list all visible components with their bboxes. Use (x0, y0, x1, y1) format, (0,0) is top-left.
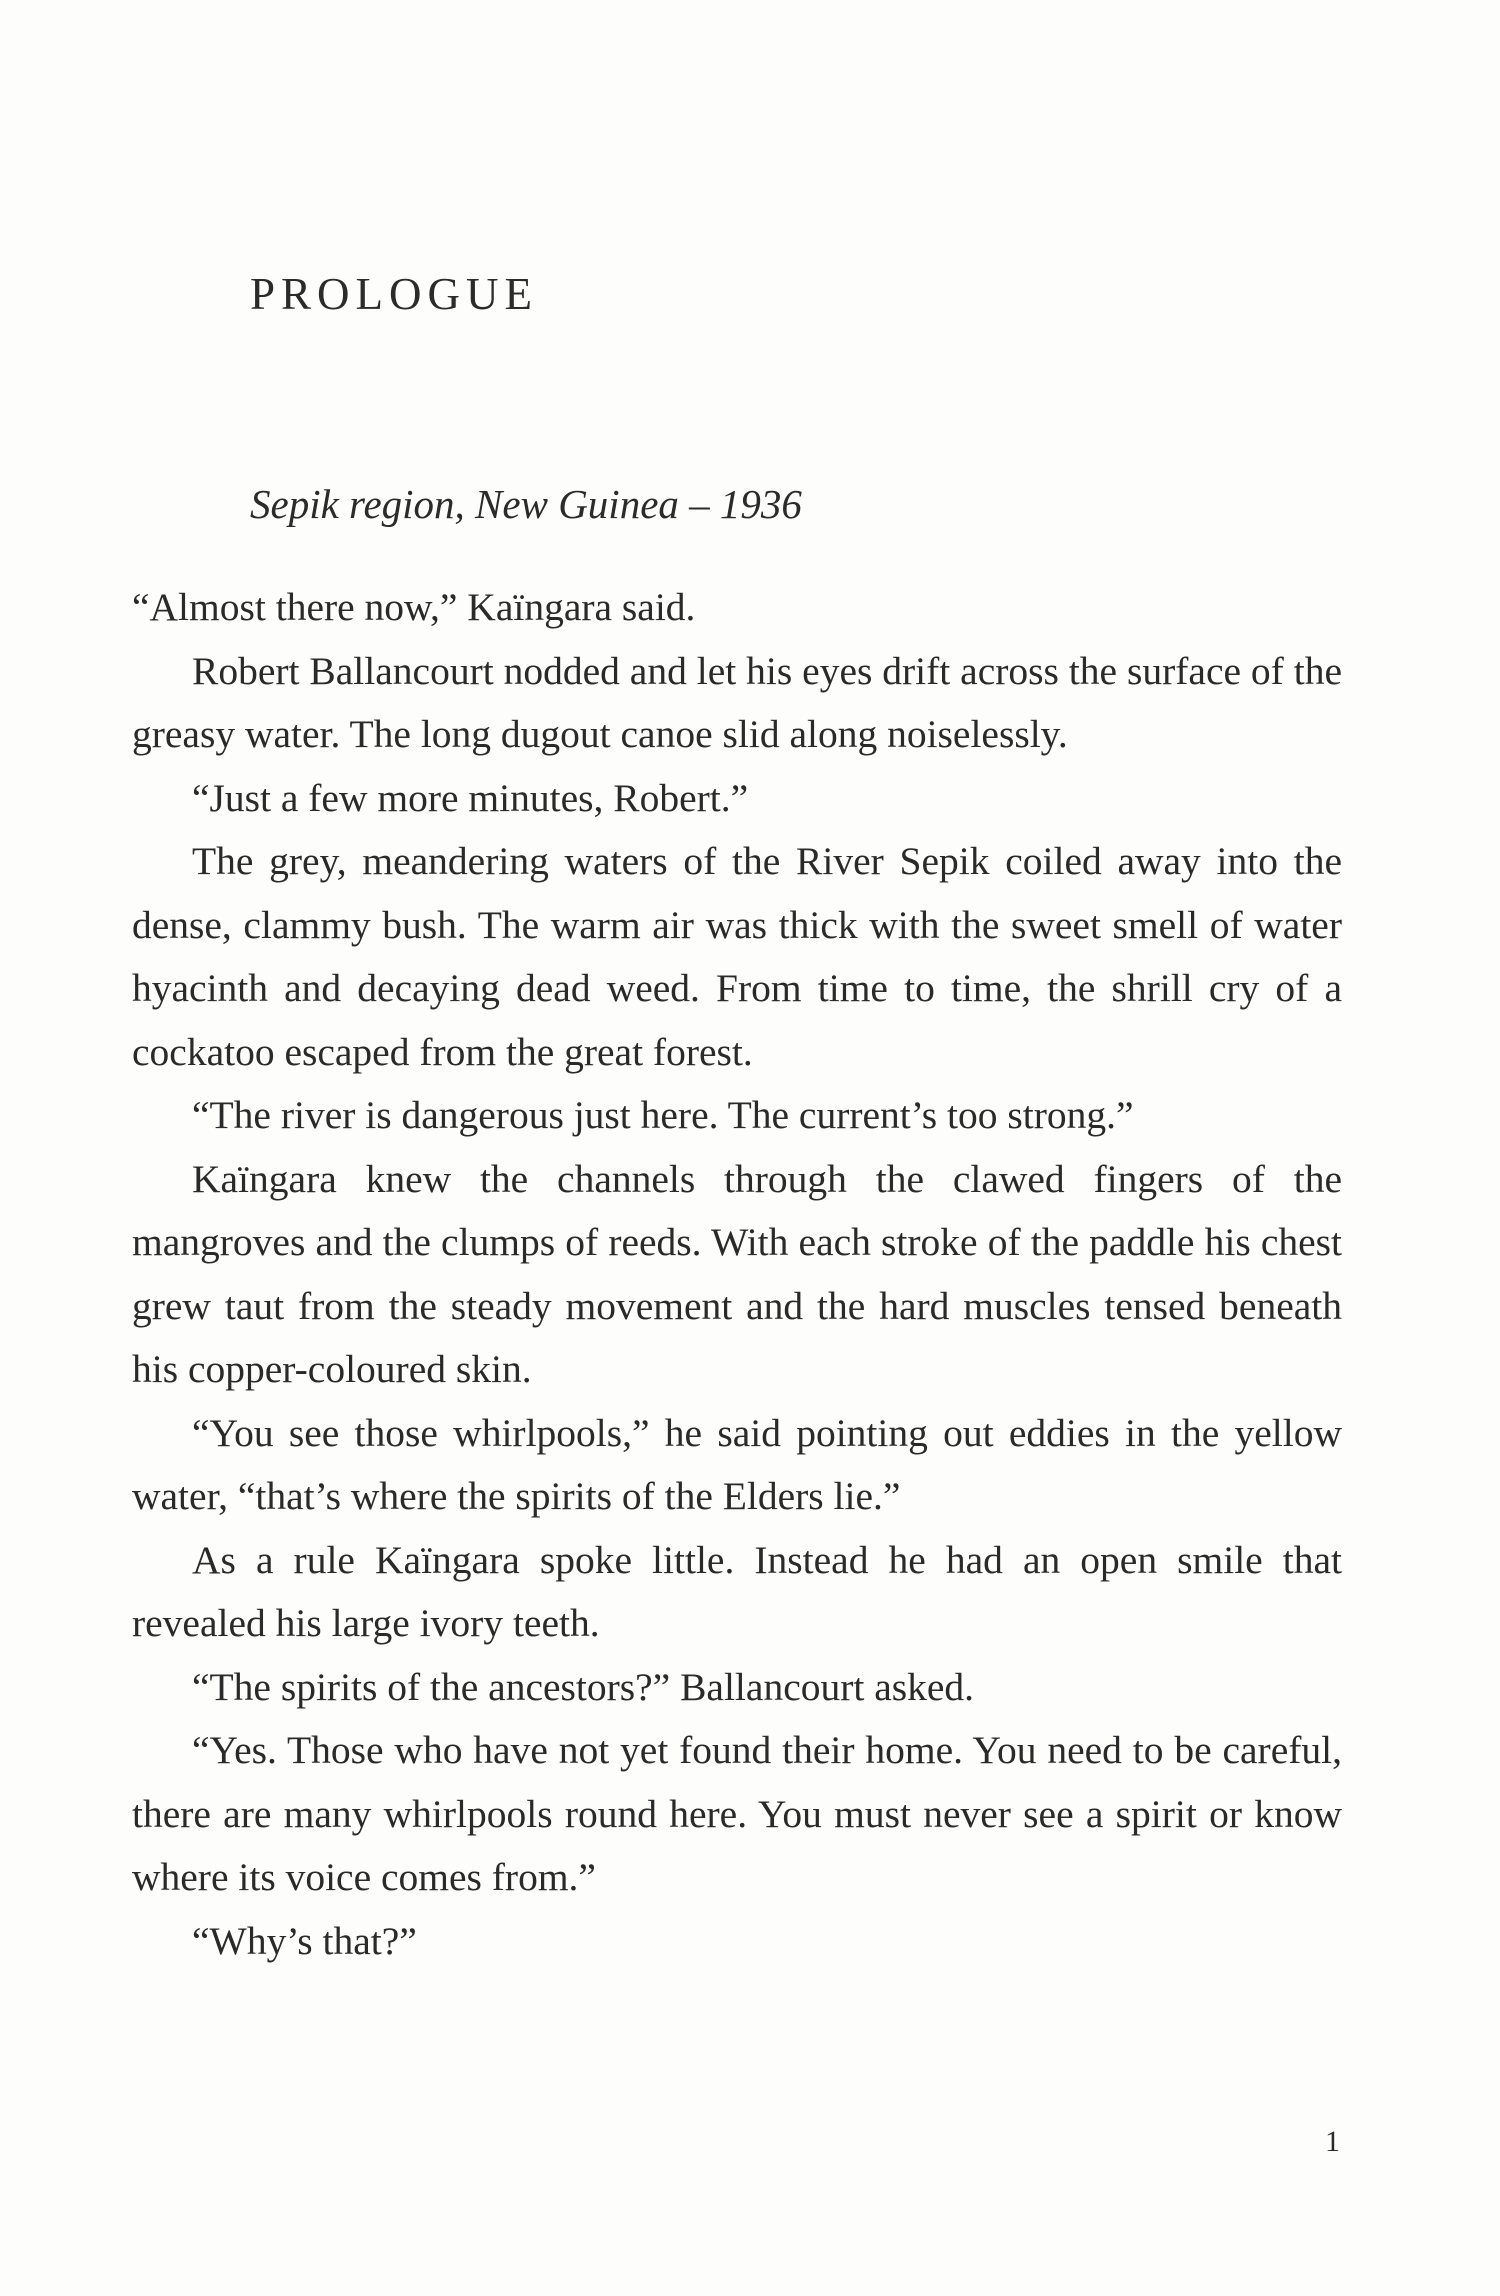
chapter-heading: PROLOGUE (250, 269, 539, 319)
paragraph: “The river is dangerous just here. The current’s too strong.” (192, 1093, 1134, 1137)
page-number: 1 (1325, 2125, 1340, 2158)
paragraph: “Yes. Those who have not yet found their home. You need to be careful, there are many whirlpools round here. You must never see a spirit or know where its voice comes from.” (132, 1728, 1342, 1899)
paragraph: “Just a few more minutes, Robert.” (192, 775, 749, 820)
paragraph: Robert Ballancourt nodded and let his eyes drift across the surface of the greasy water. The long dugout canoe slid along noiselessly. (132, 648, 1342, 756)
paragraph: Kaïngara knew the channels through the clawed fingers of the mangroves and the clumps of reeds. With each stroke of the paddle his chest grew taut from the steady movement and the hard muscles tensed beneath his copper-coloured skin. (132, 1156, 1342, 1391)
paragraph: “The spirits of the ancestors?” Ballancourt asked. (192, 1664, 975, 1709)
paragraph: The grey, meandering waters of the River Sepik coiled away into the dense, clammy bush. The warm air was thick with the sweet smell of water hyacinth and decaying dead weed. From time to time, the shrill cry of a cockatoo escaped from the great forest. (132, 839, 1342, 1074)
paragraph: As a rule Kaïngara spoke little. Instead he had an open smile that revealed his large ivory teeth. (132, 1537, 1342, 1645)
body-text (132, 576, 1342, 1973)
paragraph: “Why’s that?” (192, 1918, 417, 1963)
paragraph: “You see those whirlpools,” he said pointing out eddies in the yellow water, “that’s where the spirits of the Elders lie.” (132, 1410, 1342, 1518)
paragraph: “Almost there now,” Kaïngara said. (132, 585, 696, 629)
dateline: Sepik region, New Guinea – 1936 (250, 481, 802, 527)
